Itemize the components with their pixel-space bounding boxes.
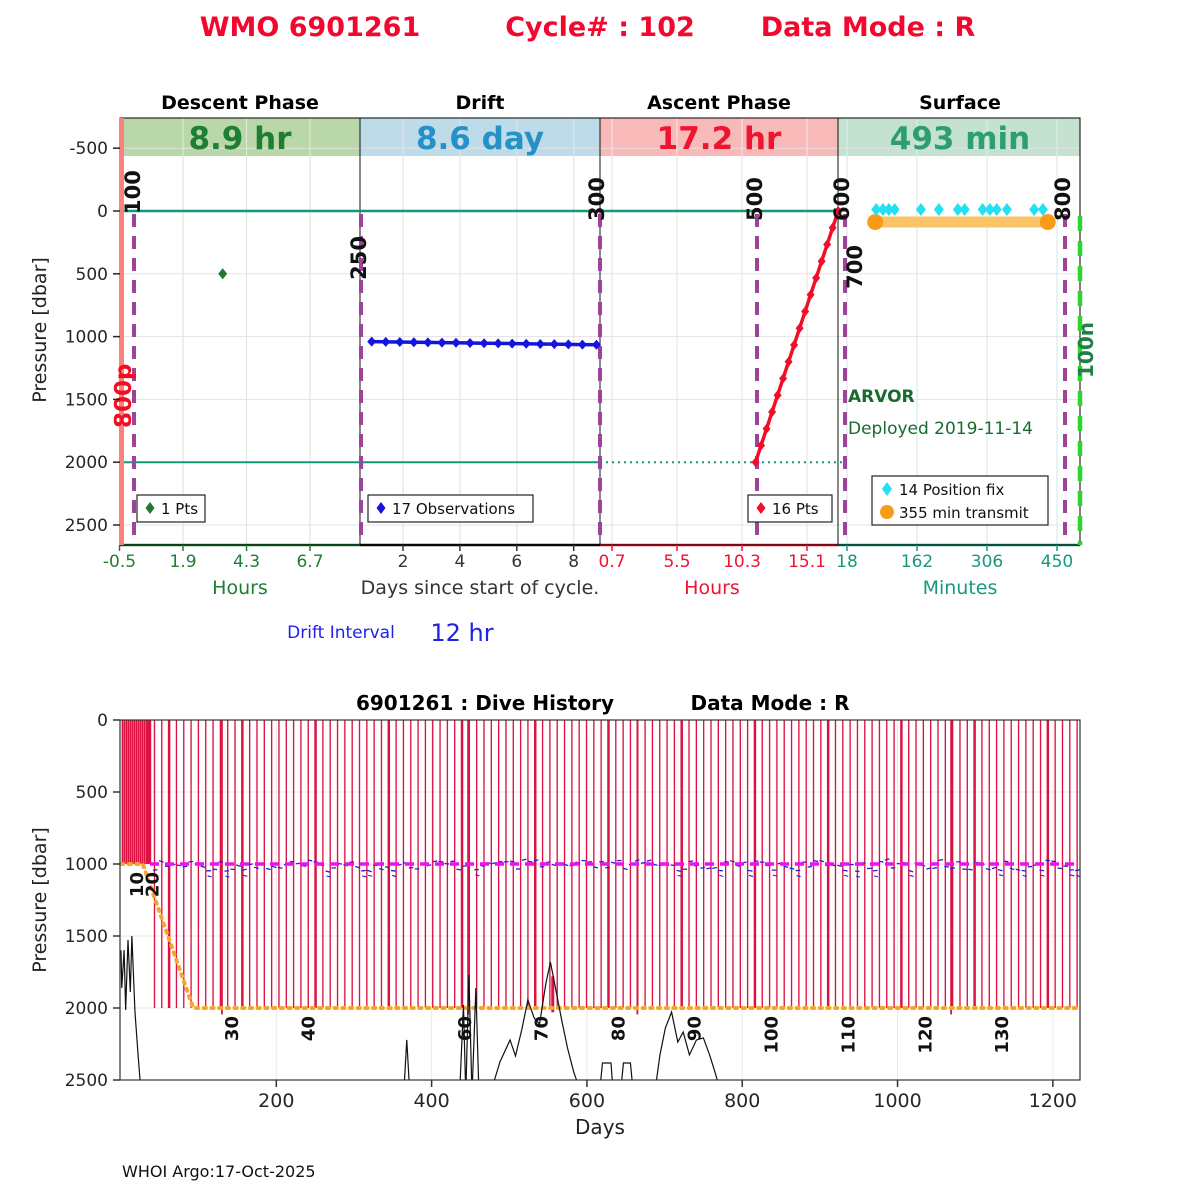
drift-marker	[409, 337, 418, 347]
legend-label-positionfix: 14 Position fix	[899, 481, 1005, 499]
y-tick-label: -500	[69, 139, 108, 160]
drift-depth-mark	[153, 870, 158, 871]
phase-title-drift: Drift	[455, 92, 505, 114]
cycle-number-label: 20	[142, 872, 164, 898]
y-tick-label: 2000	[64, 999, 108, 1019]
position-fix-marker	[960, 203, 970, 216]
msg-label-700: 700	[843, 245, 867, 289]
cycle-number-label: 60	[454, 1016, 476, 1042]
axis-word-hours-ascent: Hours	[684, 577, 740, 599]
drift-depth-mark	[700, 867, 705, 868]
drift-depth-mark	[159, 861, 164, 862]
x-tick-label: 1200	[1028, 1090, 1078, 1112]
x-tick-label: 800	[724, 1090, 761, 1112]
x-tick-label: 4.3	[232, 552, 261, 572]
drift-depth-mark	[254, 867, 259, 868]
drift-depth-mark	[391, 870, 396, 871]
drift-interval-value: 12 hr	[430, 619, 494, 647]
bottom-ylabel-pressure: Pressure [dbar]	[29, 827, 51, 973]
legend-label-ascent: 16 Pts	[772, 500, 819, 518]
y-tick-label: 1500	[64, 390, 108, 411]
y-tick-label: 0	[97, 202, 108, 222]
drift-depth-mark	[296, 863, 301, 864]
legend-label-descent: 1 Pts	[161, 500, 199, 518]
cycle-number-label: 30	[221, 1016, 243, 1042]
phase-duration-descent: 8.9 hr	[188, 121, 292, 157]
drift-depth-mark	[475, 875, 479, 876]
y-tick-label: 500	[75, 783, 108, 803]
bottom-xlabel-days: Days	[575, 1115, 625, 1139]
drift-depth-mark	[445, 863, 450, 864]
drift-depth-mark	[367, 870, 372, 871]
cycle-number-label: 110	[838, 1016, 860, 1054]
drift-depth-mark	[784, 866, 789, 867]
cycle-number-label: 40	[298, 1016, 320, 1042]
axis-word-days: Days since start of cycle.	[360, 577, 600, 599]
drift-depth-mark	[879, 861, 884, 862]
position-fix-marker	[1029, 203, 1039, 216]
x-tick-label: 600	[568, 1090, 606, 1112]
drift-marker	[494, 338, 503, 348]
position-fix-marker	[992, 203, 1002, 216]
drift-marker	[480, 338, 489, 348]
bottom-chart-ticks	[65, 711, 1077, 1112]
x-tick-label: -0.5	[102, 552, 137, 572]
drift-depth-mark	[844, 875, 848, 876]
cycle-number-label: 90	[684, 1016, 706, 1042]
phase-title-surface: Surface	[919, 92, 1001, 114]
cycle-number-label: 80	[608, 1016, 630, 1042]
drift-depth-mark	[1063, 866, 1068, 867]
float-type-annotation: ARVOR	[848, 387, 915, 407]
cycle-number-label: 70	[531, 1016, 553, 1042]
drift-depth-mark	[266, 869, 271, 870]
legend-marker-transmit-circle	[880, 505, 894, 519]
drift-marker	[381, 337, 390, 347]
x-tick-label: 1000	[873, 1090, 922, 1112]
drift-depth-mark	[1057, 868, 1062, 869]
axis-word-hours-descent: Hours	[212, 577, 268, 599]
drift-depth-mark	[677, 870, 682, 871]
drift-depth-mark	[392, 875, 396, 876]
drift-depth-mark	[944, 866, 949, 867]
x-tick-label: 6.7	[296, 552, 324, 572]
y-tick-label: 2500	[64, 516, 108, 536]
phase-duration-drift: 8.6 day	[415, 121, 545, 157]
drift-depth-mark	[522, 859, 527, 860]
drift-depth-mark	[843, 870, 848, 871]
drift-depth-mark	[1016, 869, 1021, 870]
drift-depth-mark	[1075, 870, 1080, 871]
bottom-title-dive-history: 6901261 : Dive History	[355, 691, 615, 715]
msg-label-250: 250	[347, 236, 371, 280]
drift-depth-mark	[326, 871, 331, 872]
msg-label-800: 800	[1051, 177, 1075, 221]
drift-depth-mark	[874, 876, 878, 877]
drift-depth-mark	[819, 860, 824, 861]
drift-marker	[564, 339, 573, 349]
cycle-number-label: 10	[127, 872, 149, 898]
drift-depth-mark	[1040, 870, 1045, 871]
drift-marker	[423, 337, 432, 347]
x-tick-label: 2	[397, 552, 409, 572]
position-fix-marker	[934, 203, 944, 216]
left-edge-label-800p: 800p	[111, 363, 137, 428]
x-tick-label: 8	[568, 552, 580, 572]
drift-depth-mark	[689, 861, 694, 862]
right-edge-label-100n: 100n	[1074, 322, 1098, 378]
x-tick-label: 306	[970, 552, 1004, 572]
drift-depth-mark	[773, 875, 777, 876]
footer-credit: WHOI Argo:17-Oct-2025	[122, 1162, 316, 1181]
phase-duration-ascent: 17.2 hr	[656, 121, 782, 157]
drift-depth-mark	[910, 875, 914, 876]
drift-depth-mark	[813, 861, 818, 862]
drift-depth-mark	[885, 859, 890, 860]
drift-depth-mark	[856, 876, 860, 877]
drift-depth-mark	[647, 860, 652, 861]
drift-depth-mark	[208, 876, 212, 877]
transmit-start-dot	[867, 214, 883, 230]
x-tick-label: 5.5	[663, 552, 691, 572]
x-tick-label: 0.7	[598, 552, 626, 572]
drift-depth-mark	[1051, 861, 1056, 862]
x-tick-label: 1.9	[169, 552, 197, 572]
drift-depth-mark	[641, 863, 646, 864]
y-tick-label: 0	[97, 711, 108, 731]
drift-depth-mark	[183, 866, 188, 867]
drift-depth-mark	[1004, 861, 1009, 862]
drift-depth-mark	[361, 870, 366, 871]
x-tick-label: 200	[258, 1090, 295, 1112]
x-tick-label: 450	[1040, 552, 1074, 572]
cycle-number-label: 100	[761, 1016, 783, 1054]
msg-label-300: 300	[585, 177, 609, 221]
drift-depth-mark	[790, 868, 795, 869]
drift-depth-mark	[730, 861, 735, 862]
x-tick-label: 162	[900, 552, 934, 572]
drift-depth-mark	[587, 862, 592, 863]
y-tick-label: 1000	[64, 327, 108, 348]
drift-depth-mark	[968, 869, 973, 870]
drift-interval-label: Drift Interval	[287, 623, 395, 643]
drift-depth-mark	[797, 876, 801, 877]
top-ylabel-pressure: Pressure [dbar]	[29, 257, 51, 403]
drift-depth-mark	[308, 860, 313, 861]
drift-depth-mark	[706, 868, 711, 869]
cycle-number-label: 120	[915, 1016, 937, 1054]
drift-depth-mark	[528, 861, 533, 862]
phase-title-descent: Descent Phase	[161, 92, 319, 114]
y-tick-label: 1000	[64, 855, 108, 875]
drift-depth-mark	[712, 867, 717, 868]
drift-depth-mark	[243, 875, 247, 876]
drift-marker	[466, 338, 475, 348]
drift-depth-mark	[998, 870, 1003, 871]
drift-marker	[522, 339, 531, 349]
phase-duration-surface: 493 min	[889, 121, 1031, 157]
position-fix-marker	[890, 203, 900, 216]
position-fix-marker	[1002, 203, 1012, 216]
drift-depth-mark	[808, 866, 813, 867]
drift-marker	[508, 339, 517, 349]
x-tick-label: 10.3	[723, 552, 761, 572]
y-tick-label: 2000	[64, 453, 108, 474]
page-title-cycle: Cycle# : 102	[505, 12, 695, 43]
legend-label-transmit: 355 min transmit	[899, 504, 1029, 522]
drift-marker	[437, 338, 446, 348]
drift-depth-mark	[932, 867, 937, 868]
drift-depth-mark	[225, 876, 229, 877]
drift-depth-mark	[999, 875, 1003, 876]
drift-depth-mark	[749, 875, 753, 876]
drift-depth-mark	[992, 867, 997, 868]
descent-point-marker	[218, 268, 227, 279]
x-tick-label: 4	[454, 552, 466, 572]
x-tick-label: 6	[511, 552, 523, 572]
deployed-date-annotation: Deployed 2019-11-14	[848, 419, 1033, 439]
msg-label-500: 500	[743, 177, 767, 221]
drift-depth-mark	[938, 860, 943, 861]
drift-depth-mark	[456, 869, 461, 870]
drift-depth-mark	[362, 876, 366, 877]
drift-depth-mark	[635, 860, 640, 861]
drift-depth-mark	[379, 869, 384, 870]
x-tick-label: 400	[413, 1090, 450, 1112]
phase-title-ascent: Ascent Phase	[647, 92, 791, 114]
drift-depth-mark	[611, 862, 616, 863]
page-title-datamode: Data Mode : R	[760, 12, 976, 43]
drift-marker	[451, 338, 460, 348]
drift-marker	[536, 339, 545, 349]
page-title-wmo: WMO 6901261	[199, 12, 421, 43]
y-tick-label: 1500	[64, 927, 108, 947]
cycle-number-label: 130	[992, 1016, 1014, 1054]
drift-depth-mark	[1022, 870, 1026, 871]
drift-depth-mark	[278, 867, 283, 868]
drift-marker	[578, 340, 587, 350]
drift-depth-mark	[1070, 875, 1074, 876]
x-tick-label: 15.1	[788, 552, 826, 572]
legend-label-drift: 17 Observations	[392, 500, 516, 518]
drift-depth-mark	[1010, 868, 1015, 869]
x-tick-label: 18	[836, 552, 858, 572]
drift-depth-mark	[719, 875, 723, 876]
y-tick-label: 2500	[64, 1071, 108, 1091]
drift-depth-mark	[201, 866, 206, 867]
msg-label-100: 100	[121, 170, 145, 214]
drift-depth-mark	[368, 875, 372, 876]
position-fix-marker	[1038, 203, 1048, 216]
msg-label-600: 600	[830, 177, 854, 221]
drift-marker	[367, 337, 376, 347]
bottom-title-datamode: Data Mode : R	[690, 691, 850, 715]
axis-word-minutes: Minutes	[922, 577, 998, 599]
y-tick-label: 500	[75, 264, 108, 285]
drift-depth-mark	[433, 861, 438, 862]
drift-depth-mark	[748, 870, 753, 871]
drift-marker	[550, 339, 559, 349]
